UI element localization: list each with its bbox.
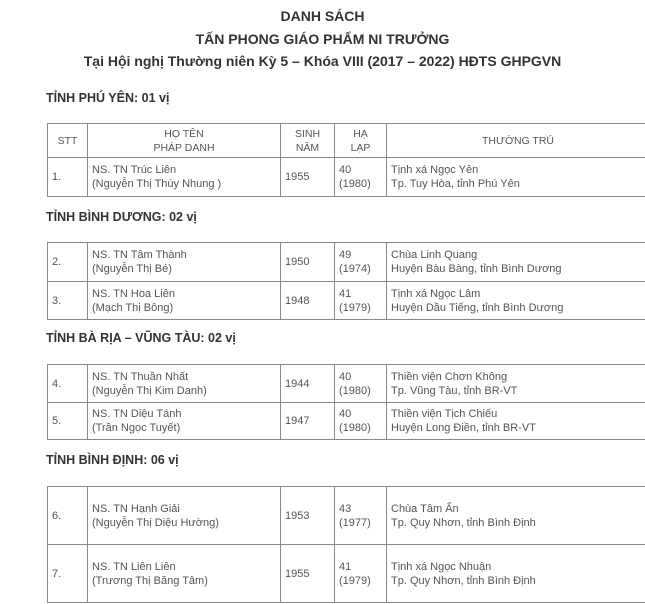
province-heading-binh-duong: TỈNH BÌNH DƯƠNG: 02 vị	[46, 210, 197, 224]
row-ha-lap: 41 (1979)	[335, 282, 387, 320]
header-ha-lap: HẠ LẠP	[335, 124, 387, 158]
row-birth-year: 1955	[281, 158, 335, 197]
row-ha-lap: 40 (1980)	[335, 365, 387, 403]
header-name: HỌ TÊN PHÁP DANH	[88, 124, 281, 158]
row-residence: Tịnh xá Ngọc Yên Tp. Tuy Hòa, tỉnh Phú Yên	[387, 158, 645, 197]
table-row	[48, 365, 645, 403]
table-row	[48, 243, 645, 282]
row-birth-year: 1947	[281, 403, 335, 440]
row-stt: 3.	[48, 282, 88, 320]
row-stt: 5.	[48, 403, 88, 440]
row-residence: Tịnh xá Ngọc Nhuận Tp. Quy Nhơn, tỉnh Bình Định	[387, 545, 645, 603]
table-row	[48, 403, 645, 440]
row-residence: Thiền viện Chơn Không Tp. Vũng Tàu, tỉnh BR-VT	[387, 365, 645, 403]
row-birth-year: 1953	[281, 487, 335, 545]
table-binh-duong	[47, 242, 645, 320]
province-heading-phu-yen: TỈNH PHÚ YÊN: 01 vị	[46, 91, 170, 105]
table-row	[48, 487, 645, 545]
row-residence: Tịnh xá Ngọc Lâm Huyện Dầu Tiếng, tỉnh Bình Dương	[387, 282, 645, 320]
province-heading-binh-dinh: TỈNH BÌNH ĐỊNH: 06 vị	[46, 453, 179, 467]
table-row	[48, 545, 645, 603]
row-stt: 1.	[48, 158, 88, 197]
row-name: NS. TN Liên Liên (Trương Thị Băng Tâm)	[88, 545, 281, 603]
row-stt: 7.	[48, 545, 88, 603]
row-residence: Chùa Tâm Ấn Tp. Quy Nhơn, tỉnh Bình Định	[387, 487, 645, 545]
document-title: DANH SÁCH	[280, 8, 365, 24]
row-birth-year: 1944	[281, 365, 335, 403]
row-birth-year: 1950	[281, 243, 335, 282]
table-phu-yen	[47, 123, 645, 197]
row-name: NS. TN Diệu Tánh (Trần Ngọc Tuyết)	[88, 403, 281, 440]
row-birth-year: 1955	[281, 545, 335, 603]
province-heading-ba-ria-vung-tau: TỈNH BÀ RỊA – VŨNG TÀU: 02 vị	[46, 331, 236, 345]
row-name: NS. TN Hạnh Giải (Nguyễn Thị Diệu Hường)	[88, 487, 281, 545]
row-ha-lap: 43 (1977)	[335, 487, 387, 545]
row-stt: 6.	[48, 487, 88, 545]
row-name: NS. TN Tâm Thành (Nguyễn Thị Bé)	[88, 243, 281, 282]
table-header-row	[48, 124, 645, 158]
header-residence: THƯỜNG TRÚ	[387, 124, 645, 158]
table-row	[48, 282, 645, 320]
document-subtitle: TẤN PHONG GIÁO PHẨM NI TRƯỞNG	[195, 31, 450, 47]
header-stt: STT	[48, 124, 88, 158]
row-ha-lap: 40 (1980)	[335, 158, 387, 197]
table-binh-dinh	[47, 486, 645, 603]
row-name: NS. TN Trúc Liên (Nguyễn Thị Thúy Nhung )	[88, 158, 281, 197]
row-residence: Chùa Linh Quang Huyện Bàu Bàng, tỉnh Bình Dương	[387, 243, 645, 282]
row-residence: Thiền viện Tịch Chiếu Huyện Long Điền, tỉnh BR-VT	[387, 403, 645, 440]
row-stt: 2.	[48, 243, 88, 282]
table-row	[48, 158, 645, 197]
header-birth-year: SINH NĂM	[281, 124, 335, 158]
row-birth-year: 1948	[281, 282, 335, 320]
table-ba-ria-vung-tau	[47, 364, 645, 440]
row-name: NS. TN Thuần Nhất (Nguyễn Thị Kim Danh)	[88, 365, 281, 403]
row-stt: 4.	[48, 365, 88, 403]
row-ha-lap: 40 (1980)	[335, 403, 387, 440]
row-ha-lap: 41 (1979)	[335, 545, 387, 603]
row-ha-lap: 49 (1974)	[335, 243, 387, 282]
document-conference-line: Tại Hội nghị Thường niên Kỳ 5 – Khóa VIII (2017 – 2022) HĐTS GHPGVN	[83, 53, 562, 69]
row-name: NS. TN Hoa Liên (Mạch Thị Bông)	[88, 282, 281, 320]
